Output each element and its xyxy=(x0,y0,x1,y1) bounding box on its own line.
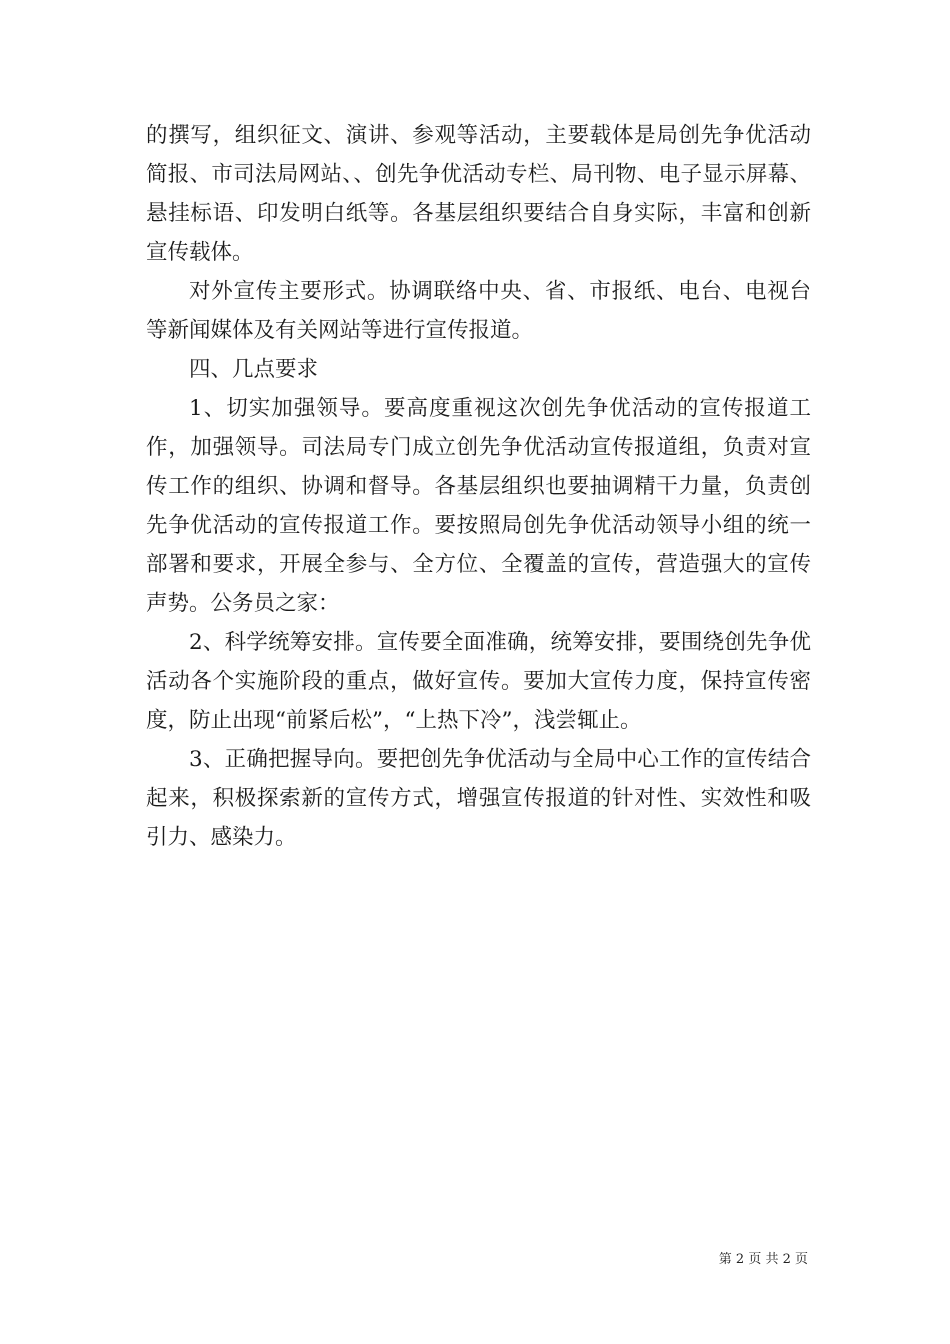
page-number-footer: 第 2 页 共 2 页 xyxy=(718,1252,808,1267)
paragraph-external-publicity: 对外宣传主要形式。协调联络中央、省、市报纸、电台、电视台等新闻媒体及有关网站等进行宣传报道。 xyxy=(146,279,811,343)
document-body xyxy=(146,116,811,857)
section-heading-requirements: 四、几点要求 xyxy=(189,357,319,382)
paragraph-carriers: 的撰写，组织征文、演讲、参观等活动，主要载体是局创先争优活动简报、市司法局网站、、创先争优活动专栏、局刊物、电子显示屏幕、悬挂标语、印发明白纸等。各基层组织要结合自身实际，丰富和创新宣传载体。 xyxy=(146,123,811,265)
paragraph-requirement-1: 1、切实加强领导。要高度重视这次创先争优活动的宣传报道工作，加强领导。司法局专门成立创先争优活动宣传报道组，负责对宣传工作的组织、协调和督导。各基层组织也要抽调精干力量，负责创先争优活动的宣传报道工作。要按照局创先争优活动领导小组的统一部署和要求，开展全参与、全方位、全覆盖的宣传，营造强大的宣传声势。公务员之家： xyxy=(146,396,811,616)
paragraph-requirement-2: 2、科学统筹安排。宣传要全面准确，统筹安排，要围绕创先争优活动各个实施阶段的重点，做好宣传。要加大宣传力度，保持宣传密度，防止出现“前紧后松”，“上热下冷”，浅尝辄止。 xyxy=(146,630,811,733)
paragraph-requirement-3: 3、正确把握导向。要把创先争优活动与全局中心工作的宣传结合起来，积极探索新的宣传方式，增强宣传报道的针对性、实效性和吸引力、感染力。 xyxy=(146,747,811,850)
